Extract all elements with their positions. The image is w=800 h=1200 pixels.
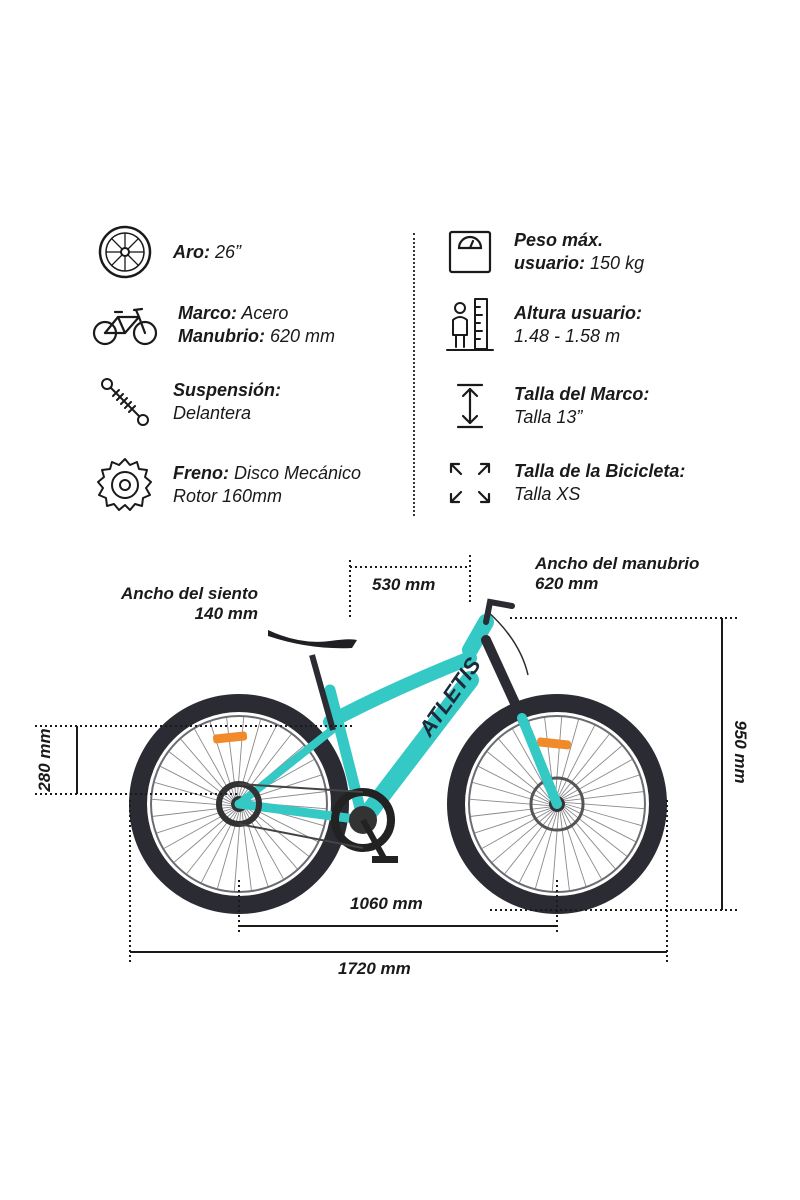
spoke <box>560 811 569 890</box>
spec-label: Talla de la Bicicleta: <box>514 461 686 481</box>
reach-dimension: 530 mm <box>372 575 436 594</box>
handlebar-width-dimension: Ancho del manubrio 620 mm <box>535 554 700 593</box>
spec-label: Freno: <box>173 463 229 483</box>
spoke <box>482 810 551 849</box>
spec-value: 620 mm <box>270 326 336 346</box>
spec-value: Talla 13” <box>514 407 583 427</box>
spec-label: Manubrio: <box>178 326 265 346</box>
spoke <box>563 760 632 799</box>
front-reflector <box>537 737 572 750</box>
spec-value: Delantera <box>173 403 252 423</box>
spec-label: Suspensión: <box>173 380 282 400</box>
spec-value: Disco Mecánico <box>234 463 362 483</box>
spec-label: Altura usuario: <box>514 303 643 323</box>
spec-value: Rotor 160mm <box>173 486 283 506</box>
spec-value: 26” <box>215 241 242 262</box>
seat-width-dimension: Ancho del siento 140 mm <box>121 584 258 623</box>
spoke <box>564 792 643 801</box>
wheelbase-dimension: 1060 mm <box>350 894 423 913</box>
spec-value: Talla XS <box>514 484 581 504</box>
saddle <box>268 630 357 648</box>
spoke <box>561 746 621 797</box>
height-dimension: 950 mm <box>731 720 750 784</box>
spec-label: Marco: <box>178 303 238 323</box>
rear-reflector <box>213 731 248 744</box>
spec-label: Peso máx. <box>514 230 604 250</box>
length-dimension: 1720 mm <box>338 959 411 978</box>
spoke <box>563 810 602 879</box>
seat-drop-dimension: 280 mm <box>35 728 54 792</box>
spoke <box>492 811 552 862</box>
brand-logo: ATLETIS <box>413 652 486 741</box>
spec-value: Acero <box>241 303 289 323</box>
spec-label: usuario: <box>514 253 586 273</box>
spoke <box>471 807 550 816</box>
spec-label: Aro: <box>173 241 210 262</box>
spec-label: Talla del Marco: <box>514 384 650 404</box>
spoke <box>564 808 615 868</box>
spec-value: 1.48 - 1.58 m <box>514 326 621 346</box>
spec-value: 150 kg <box>590 253 645 273</box>
